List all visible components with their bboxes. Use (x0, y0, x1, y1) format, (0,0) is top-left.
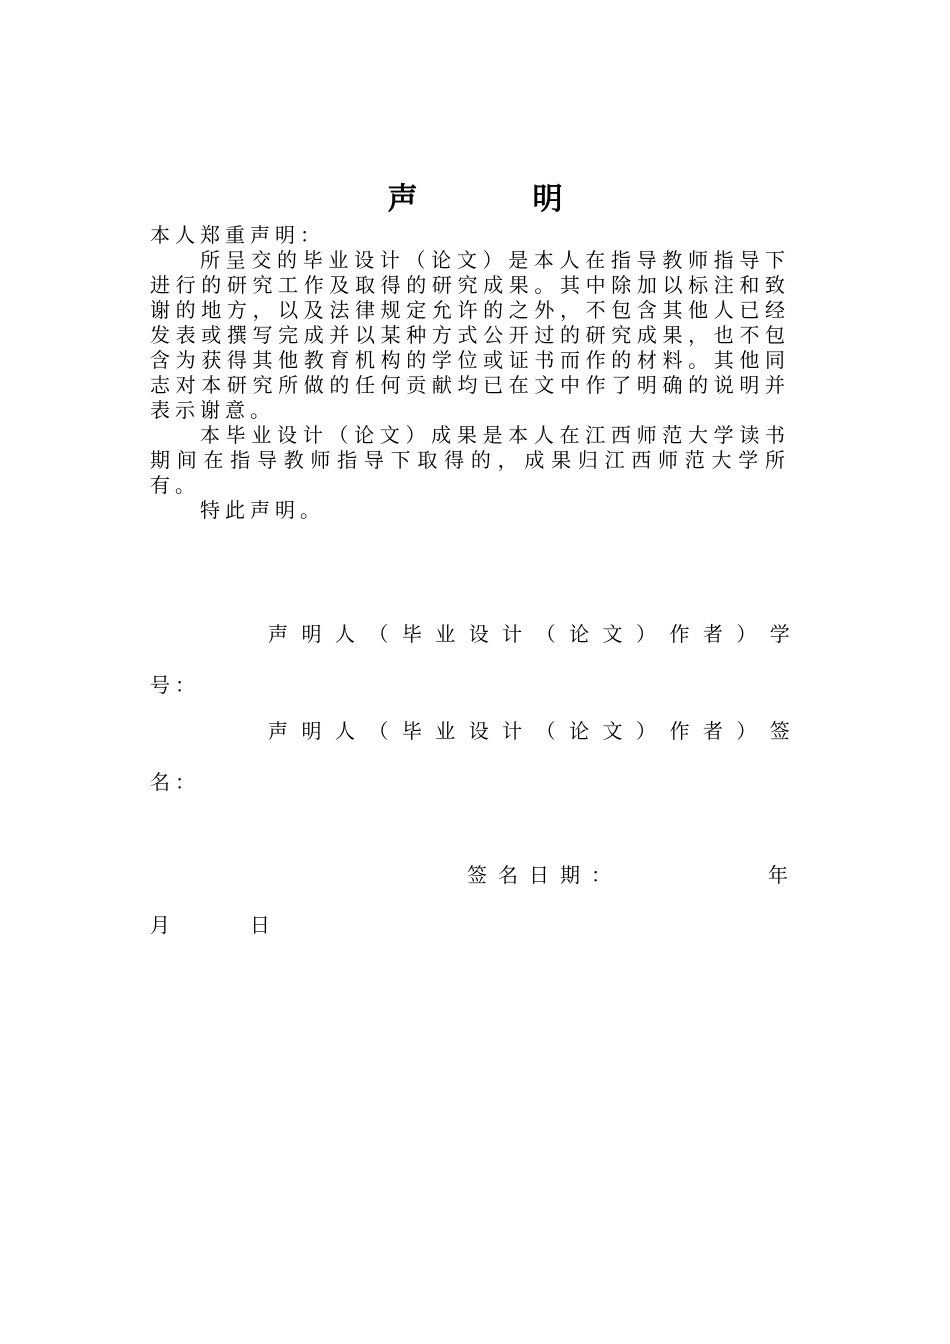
student-id-label-char: 者 (702, 622, 723, 646)
student-id-label-char: 计 (502, 622, 523, 646)
student-id-label-char: 学 (769, 622, 790, 646)
signature-label (268, 719, 790, 744)
signature-label-tail: 名： (150, 770, 200, 794)
date-month-label: 月 (150, 913, 175, 937)
student-id-label-char: ） (736, 622, 757, 646)
student-id-label-char: 毕 (401, 622, 422, 646)
student-id-label-tail: 号： (150, 673, 200, 697)
title-char-right: 明 (532, 182, 563, 217)
signature-label-char: 作 (669, 719, 690, 743)
signature-label-char: 签 (769, 719, 790, 743)
declaration-intro: 本人郑重声明： (150, 223, 325, 247)
signature-label-char: （ (368, 719, 389, 743)
student-id-label-char: 文 (602, 622, 623, 646)
declaration-paragraph-1: 所呈交的毕业设计（论文）是本人在指导教师指导下进行的研究工作及取得的研究成果。其中除加以标注和致谢的地方，以及法律规定允许的之外，不包含其他人已经发表或撰写完成并以某种方式公开过的研究成果，也不包含为获得其他教育机构的学位或证书而作的材料。其他同志对本研究所做的任何贡献均已在文中作了明确的说明并表示谢意。 (150, 248, 790, 422)
page-title (0, 178, 950, 222)
student-id-label-char: 人 (334, 622, 355, 646)
signature-label-char: （ (535, 719, 556, 743)
student-id-label-char: 设 (468, 622, 489, 646)
student-id-label-char: 声 (268, 622, 288, 646)
student-id-label-char: ） (635, 622, 656, 646)
signature-label-char: 计 (502, 719, 523, 743)
declaration-paragraph-2: 本毕业设计（论文）成果是本人在江西师范大学读书期间在指导教师指导下取得的，成果归江西师范大学所有。 (150, 423, 790, 497)
date-day-label: 日 (250, 913, 275, 937)
student-id-label-char: 论 (569, 622, 590, 646)
declaration-body (150, 223, 790, 523)
signature-label-char: 毕 (401, 719, 422, 743)
title-char-left: 声 (387, 182, 418, 217)
signature-label-char: ） (736, 719, 757, 743)
date-year-label: 年 (768, 863, 793, 887)
signature-date-label: 签名日期： (467, 863, 622, 887)
student-id-label-char: 明 (301, 622, 322, 646)
signature-label-char: 设 (468, 719, 489, 743)
signature-label-char: 文 (602, 719, 623, 743)
student-id-label-char: （ (535, 622, 556, 646)
signature-label-char: 人 (334, 719, 355, 743)
student-id-label-char: （ (368, 622, 389, 646)
signature-label-char: 业 (435, 719, 456, 743)
signature-label-char: ） (635, 719, 656, 743)
declaration-paragraph-3: 特此声明。 (200, 498, 325, 522)
signature-label-char: 者 (702, 719, 723, 743)
signature-label-char: 明 (301, 719, 322, 743)
signature-label-char: 论 (569, 719, 590, 743)
signature-label-char: 声 (268, 719, 288, 743)
student-id-label-char: 业 (435, 622, 456, 646)
student-id-label-char: 作 (669, 622, 690, 646)
student-id-label (268, 622, 790, 647)
